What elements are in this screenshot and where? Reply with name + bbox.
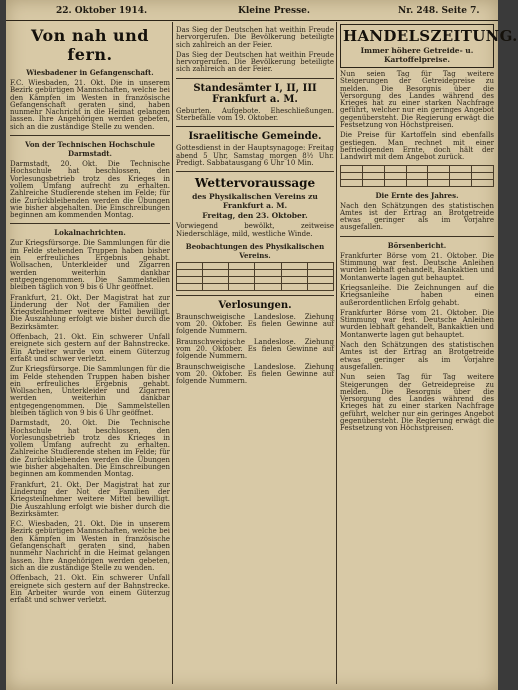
article-text: Nun seien Tag für Tag weitere Steigerungen der Getreidepreise zu melden. Die Besorgnis über die Versorgung des Landes während des Krieges hat zu einer starken Nachfrage geführt, welcher nur ein geringes Angebot gegenübersteht. Die Regierung erwägt die Festsetzung von Höchstpreisen. xyxy=(340,373,494,433)
section-subtitle: Immer höhere Getreide- u. Kartoffelpreise. xyxy=(360,46,474,64)
article-text: Frankfurt, 21. Okt. Der Magistrat hat zur Linderung der Not der Familien der Kriegsteilnehmer weitere Mittel bewilligt. Die Auszahlung erfolgt wie bisher durch die Bezirksämter. xyxy=(10,480,170,518)
newspaper-page xyxy=(6,0,518,690)
article-text: Zur Kriegsfürsorge. Die Sammlungen für die im Felde stehenden Truppen haben bisher ein erfreuliches Ergebnis gehabt. Wollsachen, Unterkleider und Zigarren werden weiterhin dankbar entgegengenommen. Die Sammelstellen bleiben täglich von 9 bis 6 Uhr geöffnet. xyxy=(10,365,170,417)
article-text: Nach den Schätzungen des statistischen Amtes ist der Ertrag an Brotgetreide etwas geringer als im Vorjahre ausgefallen. xyxy=(340,201,494,232)
article-text: Geburten. Aufgebote. Eheschließungen. Sterbefälle vom 19. Oktober. xyxy=(176,106,334,123)
weather-table xyxy=(176,262,334,291)
column-middle xyxy=(176,24,334,684)
article-text: F.C. Wiesbaden, 21. Okt. Die in unserem Bezirk gebürtigen Mannschaften, welche bei den Kämpfen im Westen in französische Gefangenschaft geraten sind, haben nunmehr Nachricht in die Heimat gelangen lassen. Ihre Angehörigen werden gebeten, sich an die zuständige Stelle zu wenden. xyxy=(10,79,170,131)
divider xyxy=(340,236,494,237)
article-text: Gottesdienst in der Hauptsynagoge: Freitag abend 5 Uhr, Samstag morgen 8½ Uhr. Predigt. Sabbatausgang 6 Uhr 10 Min. xyxy=(176,144,334,167)
column-divider xyxy=(336,22,337,684)
section-title-box xyxy=(340,24,518,68)
article-text: Nun seien Tag für Tag weitere Steigerungen der Getreidepreise zu melden. Die Besorgnis über die Versorgung des Landes während des Krieges hat zu einer starken Nachfrage geführt, welcher nur ein geringes Angebot gegenübersteht. Die Regierung erwägt die Festsetzung von Höchstpreisen. xyxy=(340,70,494,130)
divider xyxy=(176,78,334,79)
article-text: Nach den Schätzungen des statistischen Amtes ist der Ertrag an Brotgetreide etwas geringer als im Vorjahre ausgefallen. xyxy=(340,341,494,371)
article-text: Kriegsanleihe. Die Zeichnungen auf die Kriegsanleihe haben einen außerordentlichen Erfolg gehabt. xyxy=(340,283,494,307)
article-text: Darmstadt, 20. Okt. Die Technische Hochschule hat beschlossen, den Vorlesungsbetrieb trotz des Krieges in vollem Umfang aufrecht zu erhalten. Zahlreiche Studierende stehen im Felde; für die Zurückbleibenden werden die Übungen wie bisher abgehalten. Die Einschreibungen beginnen am kommenden Montag. xyxy=(10,160,170,220)
article-text: Das Sieg der Deutschen hat weithin Freude hervorgerufen. Die Bevölkerung beteiligte sich zahlreich an der Feier. xyxy=(176,50,334,74)
price-table xyxy=(340,165,494,187)
article-text: F.C. Wiesbaden, 21. Okt. Die in unserem Bezirk gebürtigen Mannschaften, welche bei den Kämpfen im Westen in französische Gefangenschaft geraten sind, haben nunmehr Nachricht in die Heimat gelangen lassen. Ihre Angehörigen werden gebeten, sich an die zuständige Stelle zu wenden. xyxy=(10,520,170,572)
article-text: Zur Kriegsfürsorge. Die Sammlungen für die im Felde stehenden Truppen haben bisher ein erfreuliches Ergebnis gehabt. Wollsachen, Unterkleider und Zigarren werden weiterhin dankbar entgegengenommen. Die Sammelstellen bleiben täglich von 9 bis 6 Uhr geöffnet. xyxy=(10,239,170,292)
header-paper-name: Kleine Presse. xyxy=(238,6,311,16)
subheading: des Physikalischen Vereins zu Frankfurt a. M. xyxy=(192,192,318,211)
page-header xyxy=(6,2,498,21)
article-text: Frankfurter Börse vom 21. Oktober. Die Stimmung war fest. Deutsche Anleihen wurden lebhaft gehandelt, Bankaktien und Montanwerte lagen gut behauptet. xyxy=(340,308,494,339)
header-date: 22. Oktober 1914. xyxy=(56,6,148,16)
section-heading: Israelitische Gemeinde. xyxy=(188,131,322,143)
article-text: Offenbach, 21. Okt. Ein schwerer Unfall ereignete sich gestern auf der Bahnstrecke. Ein Arbeiter wurde von einem Güterzug erfaßt und schwer verletzt. xyxy=(10,574,170,605)
section-heading: Die Ernte des Jahres. xyxy=(375,190,459,200)
section-heading: Standesämter I, II, III Frankfurt a. M. xyxy=(193,82,317,105)
article-text: Darmstadt, 20. Okt. Die Technische Hochschule hat beschlossen, den Vorlesungsbetrieb trotz des Krieges in vollem Umfang aufrecht zu erhalten. Zahlreiche Studierende stehen im Felde; für die Zurückbleibenden werden die Übungen wie bisher abgehalten. Die Einschreibungen beginnen am kommenden Montag. xyxy=(10,419,170,479)
column-divider xyxy=(172,22,173,684)
header-issue: Nr. 248. Seite 7. xyxy=(398,6,480,16)
article-text: Frankfurter Börse vom 21. Oktober. Die Stimmung war fest. Deutsche Anleihen wurden lebhaft gehandelt, Bankaktien und Montanwerte lagen gut behauptet. xyxy=(340,251,494,282)
table-title: Beobachtungen des Physikalischen Vereins. xyxy=(185,241,325,260)
section-heading: Wiesbadener in Gefangenschaft. xyxy=(26,68,154,77)
section-heading: Verlosungen. xyxy=(218,299,292,311)
subheading: Freitag, den 23. Oktober. xyxy=(202,211,308,221)
divider xyxy=(10,223,170,224)
article-text: Braunschweigische Landeslose. Ziehung vom 20. Oktober. Es fielen Gewinne auf folgende Nummern. xyxy=(176,362,334,386)
divider xyxy=(10,135,170,136)
article-text: Das Sieg der Deutschen hat weithin Freude hervorgerufen. Die Bevölkerung beteiligte sich zahlreich an der Feier. xyxy=(176,26,334,49)
headline: Von nah und fern. xyxy=(31,26,149,64)
section-heading: Von der Technischen Hochschule Darmstadt. xyxy=(25,140,155,159)
column-right xyxy=(340,24,518,684)
article-text: Die Preise für Kartoffeln sind ebenfalls gestiegen. Man rechnet mit einer befriedigenden Ernte, doch hält der Landwirt mit dem Angebot zurück. xyxy=(340,131,494,162)
divider xyxy=(176,126,334,127)
divider xyxy=(176,295,334,296)
section-heading: Wettervoraussage xyxy=(194,176,316,191)
divider xyxy=(176,171,334,172)
article-text: Braunschweigische Landeslose. Ziehung vom 20. Oktober. Es fielen Gewinne auf folgende Nummern. xyxy=(176,337,334,361)
article-text: Frankfurt, 21. Okt. Der Magistrat hat zur Linderung der Not der Familien der Kriegsteilnehmer weitere Mittel bewilligt. Die Auszahlung erfolgt wie bisher durch die Bezirksämter. xyxy=(10,293,170,331)
section-heading: Lokalnachrichten. xyxy=(54,228,126,238)
article-text: Offenbach, 21. Okt. Ein schwerer Unfall ereignete sich gestern auf der Bahnstrecke. Ein Arbeiter wurde von einem Güterzug erfaßt und schwer verletzt. xyxy=(10,333,170,363)
column-left xyxy=(10,24,170,684)
article-text: Braunschweigische Landeslose. Ziehung vom 20. Oktober. Es fielen Gewinne auf folgende Nummern. xyxy=(176,312,334,336)
section-heading: Börsenbericht. xyxy=(387,240,447,250)
section-title: HANDELSZEITUNG. xyxy=(343,27,518,45)
article-text: Vorwiegend bewölkt, zeitweise Niederschläge, mild, westliche Winde. xyxy=(176,222,334,238)
